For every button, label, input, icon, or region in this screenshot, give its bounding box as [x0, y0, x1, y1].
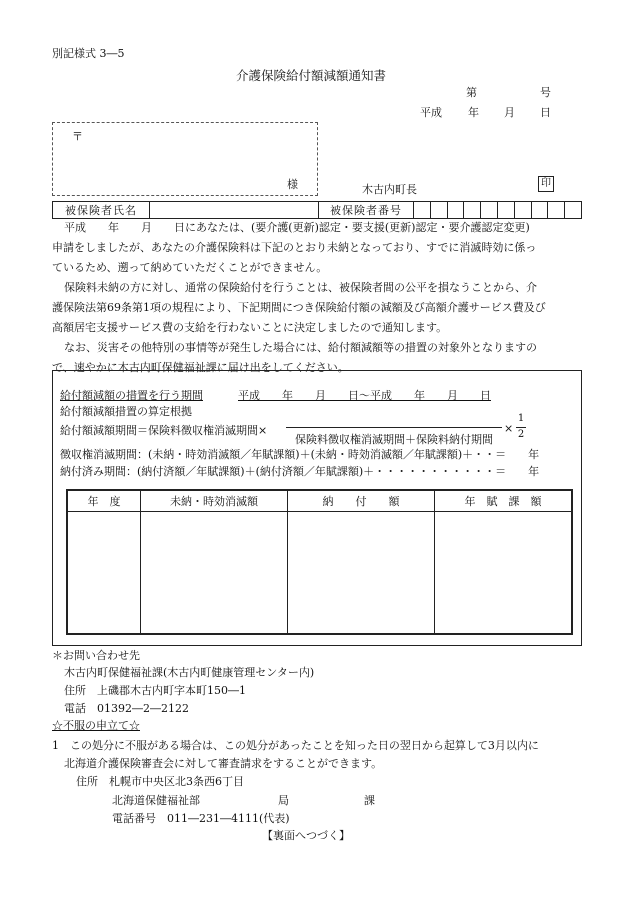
- insured-no-digit[interactable]: [481, 202, 498, 219]
- form-code: 別記様式 3―5: [52, 47, 125, 60]
- paragraph3-line1: なお、災害その他特別の事情等が発生した場合には、給付額減額等の措置の対象外となりますの: [64, 341, 537, 354]
- year-table-cell[interactable]: [435, 512, 572, 634]
- postal-mark: 〒: [72, 130, 83, 143]
- extinct-period-line: 徴収権消滅期間：(未納・時効消滅額／年賦課額)＋(未納・時効消滅額／年賦課額)＋・・＝ 年: [60, 448, 540, 461]
- issuer-name: 木古内町長: [362, 183, 417, 196]
- date-day: 日: [540, 106, 551, 119]
- insured-no-digit[interactable]: [548, 202, 565, 219]
- insured-no-digit[interactable]: [531, 202, 548, 219]
- appeal-ka: 課: [364, 794, 375, 807]
- formula-fraction-bar: [286, 427, 502, 428]
- basis-label: 給付額減額措置の算定根拠: [60, 405, 192, 418]
- formula-times: ×: [504, 422, 514, 435]
- year-table-cell[interactable]: [68, 512, 141, 634]
- insured-no-label: 被保険者番号: [319, 202, 414, 219]
- contact-phone: 電話 01392―2―2122: [64, 702, 189, 715]
- appeal-item1-line1: 1 この処分に不服がある場合は、この処分があったことを知った日の翌日から起算して3月以内に: [52, 739, 539, 752]
- paragraph1-line1: 平成 年 月 日にあなたは、(要介護(更新)認定・要支援(更新)認定・要介護認定変更): [64, 221, 530, 234]
- insured-name-label: 被保険者氏名: [53, 202, 150, 219]
- appeal-org: 北海道保健福祉部: [112, 794, 200, 807]
- insured-no-digit[interactable]: [414, 202, 431, 219]
- date-year: 年: [468, 106, 479, 119]
- appeal-heading: ☆不服の申立て☆: [52, 719, 140, 732]
- paragraph2-line1: 保険料未納の方に対し、通常の保険給付を行うことは、被保険者間の公平を損なうことから、介: [64, 281, 537, 294]
- year-table-cell[interactable]: [288, 512, 435, 634]
- insured-name-field[interactable]: [150, 202, 319, 219]
- contact-address: 住所 上磯郡木古内町字本町150―1: [64, 684, 246, 697]
- insured-no-digit[interactable]: [464, 202, 481, 219]
- year-table: [66, 489, 573, 635]
- period-value[interactable]: 平成 年 月 日～平成 年 月 日: [238, 389, 491, 402]
- doc-number-dai: 第: [466, 86, 477, 99]
- paragraph1-line2: 申請をしましたが、あなたの介護保険料は下記のとおり未納となっており、すでに消滅時効に係っ: [52, 241, 537, 254]
- appeal-item1-line2: 北海道介護保険審査会に対して審査請求をすることができます。: [64, 757, 383, 770]
- doc-number-go: 号: [540, 86, 551, 99]
- year-table-header: 納 付 額: [288, 491, 435, 512]
- insured-no-digit[interactable]: [497, 202, 514, 219]
- appeal-phone: 電話番号 011―231―4111(代表): [112, 812, 290, 825]
- half-fraction-bar: [516, 427, 526, 428]
- insured-no-digit[interactable]: [447, 202, 464, 219]
- appeal-kyoku: 局: [278, 794, 289, 807]
- year-table-header: 年 賦 課 額: [435, 491, 572, 512]
- paragraph2-line3: 高額居宅支援サービス費の支給を行わないことに決定しましたので通知します。: [52, 321, 448, 334]
- address-box[interactable]: [52, 122, 318, 196]
- year-table-header: 年 度: [68, 491, 141, 512]
- half-denominator: 2: [517, 429, 525, 440]
- insured-no-digit[interactable]: [430, 202, 447, 219]
- year-table-cell[interactable]: [141, 512, 288, 634]
- page-title: 介護保険給付額減額通知書: [236, 68, 387, 83]
- half-numerator: 1: [517, 413, 525, 424]
- paragraph1-line3: ているため、遡って納めていただくことができません。: [52, 261, 328, 274]
- contact-dept: 木古内町保健福祉課(木古内町健康管理センター内): [64, 666, 315, 679]
- period-label: 給付額減額の措置を行う期間: [60, 389, 203, 402]
- date-month: 月: [504, 106, 515, 119]
- paid-period-line: 納付済み期間：(納付済額／年賦課額)＋(納付済額／年賦課額)＋・・・・・・・・・・・＝ 年: [60, 465, 540, 478]
- honorific-sama: 様: [287, 178, 298, 191]
- date-era: 平成: [420, 106, 442, 119]
- appeal-address: 住所 札幌市中央区北3条西6丁目: [76, 775, 244, 788]
- year-table-header: 未納・時効消滅額: [141, 491, 288, 512]
- insured-no-digit[interactable]: [514, 202, 531, 219]
- paragraph3-line2: で、速やかに木古内町保健福祉課に届け出をしてください。: [52, 361, 349, 374]
- footer-continue: 【裏面へつづく】: [262, 829, 350, 842]
- seal-mark: 印: [538, 176, 554, 192]
- contact-heading: ＊お問い合わせ先: [52, 649, 140, 662]
- insured-id-row: [52, 201, 582, 219]
- formula-lhs: 給付額減額期間＝保険料徴収権消滅期間×: [60, 424, 268, 437]
- formula-denominator: 保険料徴収権消滅期間＋保険料納付期間: [295, 433, 493, 446]
- insured-no-digit[interactable]: [565, 202, 582, 219]
- paragraph2-line2: 護保険法第69条第1項の規程により、下記期間につき保険給付額の減額及び高額介護サービス費及び: [52, 301, 546, 314]
